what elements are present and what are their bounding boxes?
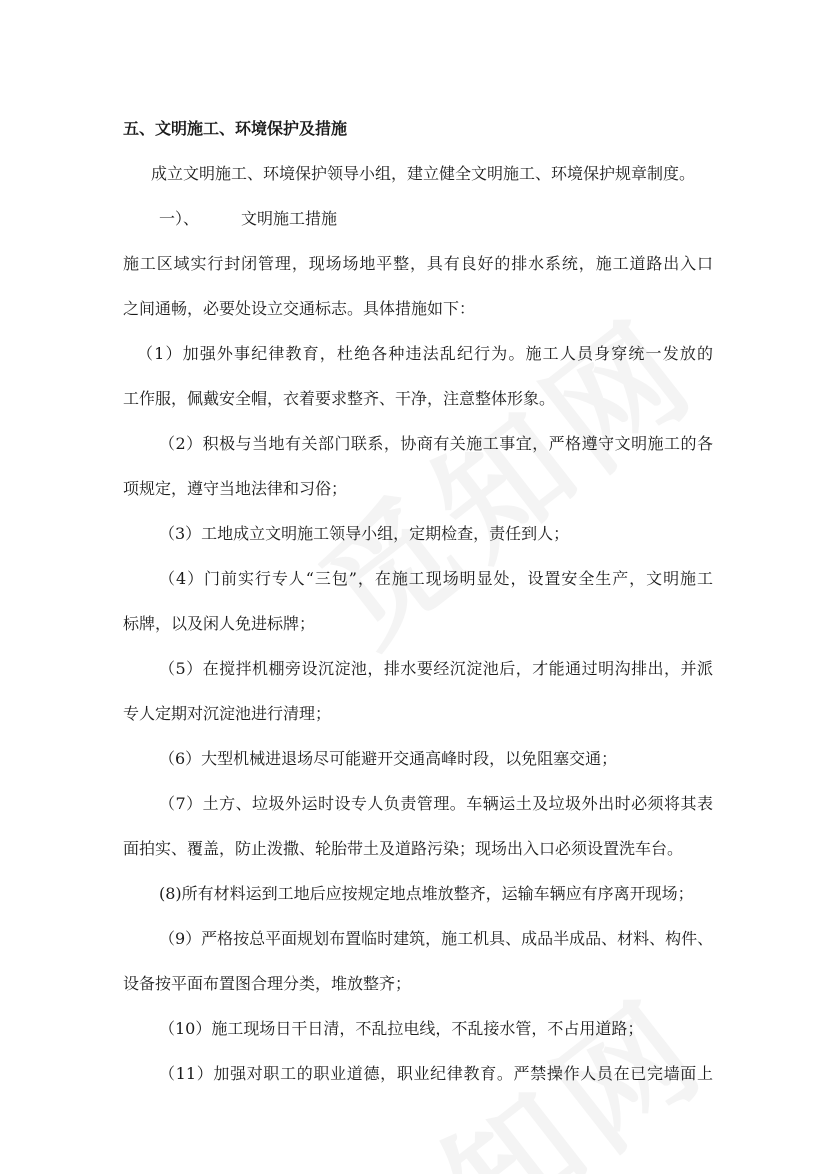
list-item-10-line: （10）施工现场日干日清，不乱拉电线，不乱接水管，不占用道路； bbox=[159, 1019, 644, 1038]
paragraph-line: 施工区域实行封闭管理，现场场地平整，具有良好的排水系统，施工道路出入口 bbox=[123, 254, 713, 273]
list-item-5-line: 专人定期对沉淀池进行清理； bbox=[123, 704, 332, 723]
sub-heading-number: 一）、 bbox=[159, 209, 200, 228]
list-item-9-line: （9）严格按总平面规划布置临时建筑，施工机具、成品半成品、材料、构件、 bbox=[159, 929, 714, 948]
list-item-7-line: （7）土方、垃圾外运时设专人负责管理。车辆运土及垃圾外出时必须将其表 bbox=[159, 794, 713, 813]
list-item-9-line: 设备按平面布置图合理分类，堆放整齐； bbox=[123, 974, 412, 993]
list-item-1-line: （1）加强外事纪律教育，杜绝各种违法乱纪行为。施工人员身穿统一发放的 bbox=[137, 344, 713, 363]
list-item-4-line: 标牌，以及闲人免进标牌； bbox=[123, 614, 316, 633]
list-item-7-line: 面拍实、覆盖，防止泼撒、轮胎带土及道路污染；现场出入口必须设置洗车台。 bbox=[123, 839, 684, 858]
list-item-6-line: （6）大型机械进退场尽可能避开交通高峰时段，以免阻塞交通； bbox=[159, 749, 618, 768]
list-item-5-line: （5）在搅拌机棚旁设沉淀池，排水要经沉淀池后，才能通过明沟排出，并派 bbox=[159, 659, 713, 678]
section-title: 五、文明施工、环境保护及措施 bbox=[123, 119, 348, 138]
list-item-11-line: （11）加强对职工的职业道德，职业纪律教育。严禁操作人员在已完墙面上 bbox=[159, 1064, 713, 1083]
list-item-1-line: 工作服，佩戴安全帽，衣着要求整齐、干净，注意整体形象。 bbox=[123, 389, 556, 408]
paragraph-line: 之间通畅，必要处设立交通标志。具体措施如下： bbox=[123, 299, 476, 318]
intro-paragraph: 成立文明施工、环境保护领导小组，建立健全文明施工、环境保护规章制度。 bbox=[151, 164, 696, 183]
sub-heading-text: 文明施工措施 bbox=[241, 209, 338, 228]
list-item-2-line: （2）积极与当地有关部门联系，协商有关施工事宜，严格遵守文明施工的各 bbox=[159, 434, 713, 453]
list-item-2-line: 项规定，遵守当地法律和习俗； bbox=[123, 479, 348, 498]
document-body bbox=[123, 106, 713, 1096]
list-item-8-line: (8)所有材料运到工地后应按规定地点堆放整齐，运输车辆应有序离开现场； bbox=[159, 884, 694, 903]
list-item-3-line: （3）工地成立文明施工领导小组，定期检查，责任到人； bbox=[159, 524, 570, 543]
list-item-4-line: （4）门前实行专人“三包”，在施工现场明显处，设置安全生产，文明施工 bbox=[159, 569, 713, 588]
sub-heading bbox=[123, 196, 713, 241]
